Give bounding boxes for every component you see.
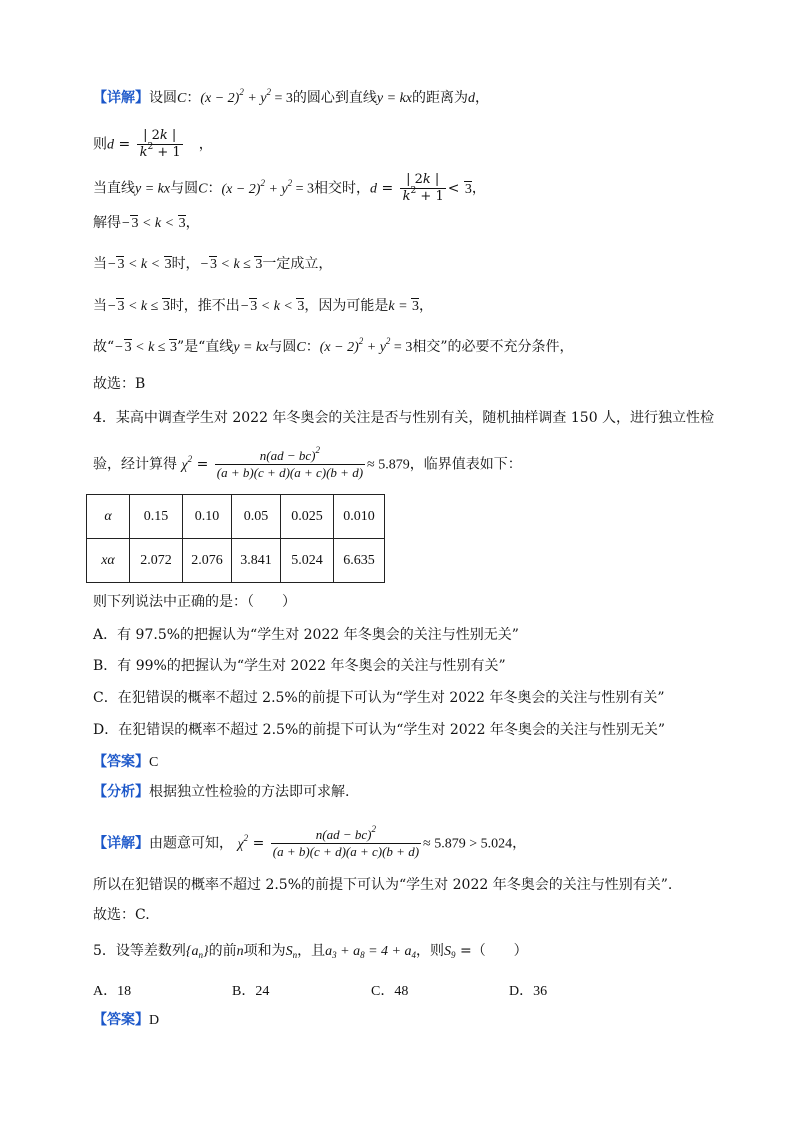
q4-option-d: D．在犯错误的概率不超过 2.5%的前提下可认为“学生对 2022 年冬奥会的关注与性别无关”	[93, 722, 666, 738]
q4-stem-line-1: 4．某高中调查学生对 2022 年冬奥会的关注是否与性别有关，随机抽样调查 150 人，进行独立性检	[93, 410, 715, 426]
q5-answer: 【答案】D	[93, 1012, 160, 1028]
table-cell: 0.15	[130, 495, 183, 539]
critical-value-table	[86, 494, 385, 583]
detail-tag: 【详解】	[93, 90, 149, 106]
q4-option-b: B．有 99%的把握认为“学生对 2022 年冬奥会的关注与性别有关”	[93, 658, 506, 674]
table-row	[87, 495, 385, 539]
q4-conclusion: 所以在犯错误的概率不超过 2.5%的前提下可认为“学生对 2022 年冬奥会的关注与性别有关”.	[93, 877, 673, 893]
q4-answer: 【答案】C	[93, 754, 159, 770]
q5-option-d: D．36	[509, 984, 548, 999]
table-cell: xα	[87, 539, 130, 583]
q3-detail-line-5: 当−3 < k < 3时，−3 < k ≤ 3一定成立，	[93, 256, 333, 272]
q3-detail-line-2: 则d = $\frac{| 2k |}{k^2 + 1}$ ，	[93, 128, 213, 160]
chi-square-formula: $\frac{n(ad - bc)^2}{(a + b)(c + d)(a + c)(b + d)}$	[272, 824, 420, 859]
chi-square-formula: $\frac{n(ad - bc)^2}{(a + b)(c + d)(a + c)(b + d)}$	[216, 445, 364, 480]
distance-fraction: $\frac{| 2k |}{k^2 + 1}$	[137, 128, 183, 161]
q5-option-b: B．24	[232, 984, 270, 999]
table-row	[87, 539, 385, 583]
q3-detail-line-1: 【详解】设圆C：$(x - 2)^2 + y^2 = 3$的圆心到直线y = kx的距离为d，	[93, 87, 490, 106]
q4-question: 则下列说法中正确的是：（ ）	[93, 594, 296, 610]
table-cell: 0.025	[281, 495, 334, 539]
q3-detail-line-6: 当−3 < k ≤ 3时，推不出−3 < k < 3，因为可能是k = 3，	[93, 298, 434, 314]
table-cell: 0.010	[334, 495, 385, 539]
q4-option-c: C．在犯错误的概率不超过 2.5%的前提下可认为“学生对 2022 年冬奥会的关注与性别有关”	[93, 690, 665, 706]
table-cell: 2.072	[130, 539, 183, 583]
q3-detail-line-7: 故“−3 < k ≤ 3”是“直线y = kx与圆C：$(x - 2)^2 + y^2 = 3$相交”的必要不充分条件，	[93, 336, 574, 355]
q5-stem: 5．设等差数列$\{a_n\}$的前n项和为$S_n$，且$a_3 + a_8 = 4 + a_4$，则$S_9$ =（ ）	[93, 943, 528, 960]
table-cell: 6.635	[334, 539, 385, 583]
table-cell: 0.10	[183, 495, 232, 539]
q5-option-a: A．18	[93, 984, 132, 999]
q4-analysis: 【分析】根据独立性检验的方法即可求解.	[93, 784, 350, 800]
q4-stem-line-2: 验，经计算得 $\chi^2$ = $\frac{n(ad - bc)^2}{(a + b)(c + d)(a + c)(b + d)}$ ≈ 5.879，临界值表如下：	[93, 445, 522, 480]
q5-option-c: C．48	[371, 984, 409, 999]
q4-detail: 【详解】由题意可知， $\chi^2$ = $\frac{n(ad - bc)^2}{(a + b)(c + d)(a + c)(b + d)}$ ≈ 5.879 > 5.024，	[93, 824, 527, 859]
q4-choice: 故选：C.	[93, 907, 150, 923]
table-cell: 2.076	[183, 539, 232, 583]
table-cell: 5.024	[281, 539, 334, 583]
q3-detail-line-3: 当直线y = kx与圆C：$(x - 2)^2 + y^2 = 3$相交时，d = $\frac{| 2k |}{k^2 + 1}$ < 3，	[93, 172, 486, 204]
distance-inequality-fraction: $\frac{| 2k |}{k^2 + 1}$	[400, 172, 446, 205]
analysis-tag: 【分析】	[93, 784, 149, 800]
table-cell: α	[87, 495, 130, 539]
q3-detail-line-4: 解得−3 < k < 3，	[93, 215, 200, 231]
answer-tag: 【答案】	[93, 1012, 149, 1028]
answer-tag: 【答案】	[93, 754, 149, 770]
detail-tag: 【详解】	[93, 835, 149, 852]
table-cell: 3.841	[232, 539, 281, 583]
q4-option-a: A．有 97.5%的把握认为“学生对 2022 年冬奥会的关注与性别无关”	[93, 627, 519, 643]
q3-choice: 故选：B	[93, 376, 146, 392]
table-cell: 0.05	[232, 495, 281, 539]
